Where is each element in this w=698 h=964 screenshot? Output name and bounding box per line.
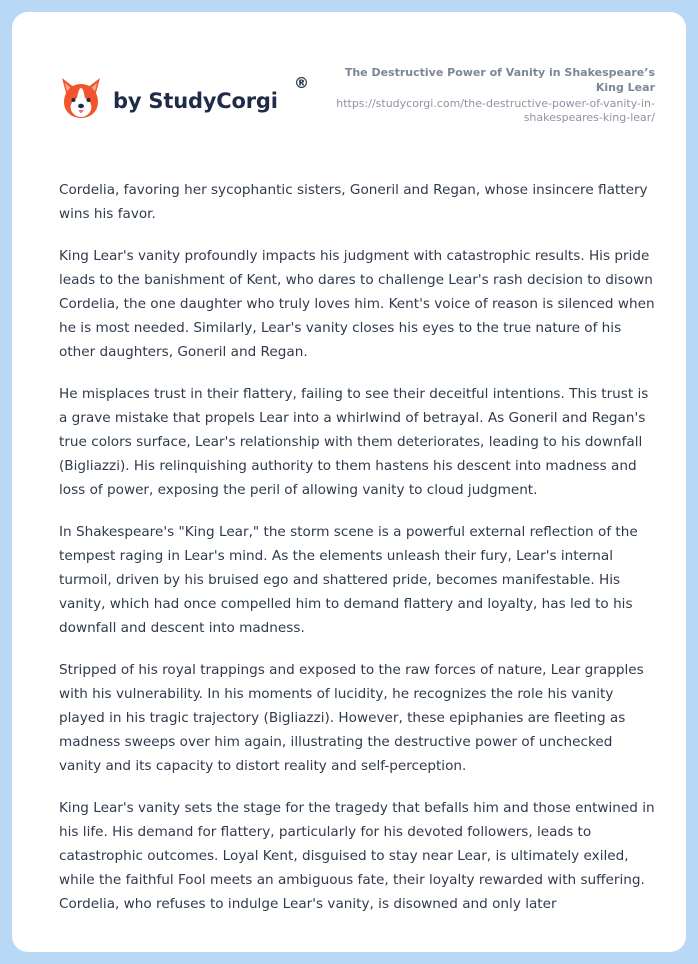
corgi-logo-icon [60, 76, 102, 122]
body-paragraph: Cordelia, favoring her sycophantic sisters, Goneril and Regan, whose insincere flattery wins his favor. [59, 182, 648, 222]
body-paragraph: King Lear's vanity profoundly impacts his judgment with catastrophic results. His pride leads to the banishment of Kent, who dares to challenge Lear's rash decision to disown Cordelia, the one daughter who truly loves him. Kent's voice of reason is silenced when he is most needed. Similarly, Lear's vanity closes his eyes to the true nature of his other daughters, Goneril and Regan. [59, 248, 655, 360]
body-paragraph: He misplaces trust in their flattery, failing to see their deceitful intentions. This trust is a grave mistake that propels Lear into a whirlwind of betrayal. As Goneril and Regan's true colors surface, Lear's relationship with them deteriorates, leading to his downfall (Bigliazzi). His relinquishing authority to them hastens his descent into madness and loss of power, exposing the peril of allowing vanity to cloud judgment. [59, 386, 649, 498]
body-paragraph: In Shakespeare's "King Lear," the storm scene is a powerful external reflection of the tempest raging in Lear's mind. As the elements unleash their fury, Lear's internal turmoil, driven by his bruised ego and shattered pride, becomes manifestable. His vanity, which had once compelled him to demand flattery and loyalty, has led to his downfall and descent into madness. [59, 524, 638, 636]
registered-mark-icon: ® [294, 74, 309, 92]
document-meta [315, 65, 655, 125]
body-paragraph: King Lear's vanity sets the stage for the tragedy that befalls him and those entwined in his life. His demand for flattery, particularly for his devoted followers, leads to catastrophic outcomes. Loyal Kent, disguised to stay near Lear, is ultimately exiled, while the faithful Fool meets an ambiguous fate, their loyalty rewarded with suffering. Cordelia, who refuses to indulge Lear's vanity, is disowned and only later [59, 800, 655, 912]
document-body [59, 178, 657, 934]
body-paragraph: Stripped of his royal trappings and exposed to the raw forces of nature, Lear grapples with his vulnerability. In his moments of lucidity, he recognizes the role his vanity played in his tragic trajectory (Bigliazzi). However, these epiphanies are fleeting as madness sweeps over him again, illustrating the destructive power of unchecked vanity and its capacity to distort reality and self-perception. [59, 662, 644, 774]
studycorgi-logo[interactable] [60, 74, 309, 122]
document-page [12, 12, 686, 952]
document-url[interactable]: https://studycorgi.com/the-destructive-power-of-vanity-in-shakespeares-king-lear/ [336, 97, 655, 124]
brand-name: by StudyCorgi [113, 89, 278, 113]
page-header [12, 12, 686, 152]
document-title: The Destructive Power of Vanity in Shakespeare’s King Lear [344, 66, 655, 94]
